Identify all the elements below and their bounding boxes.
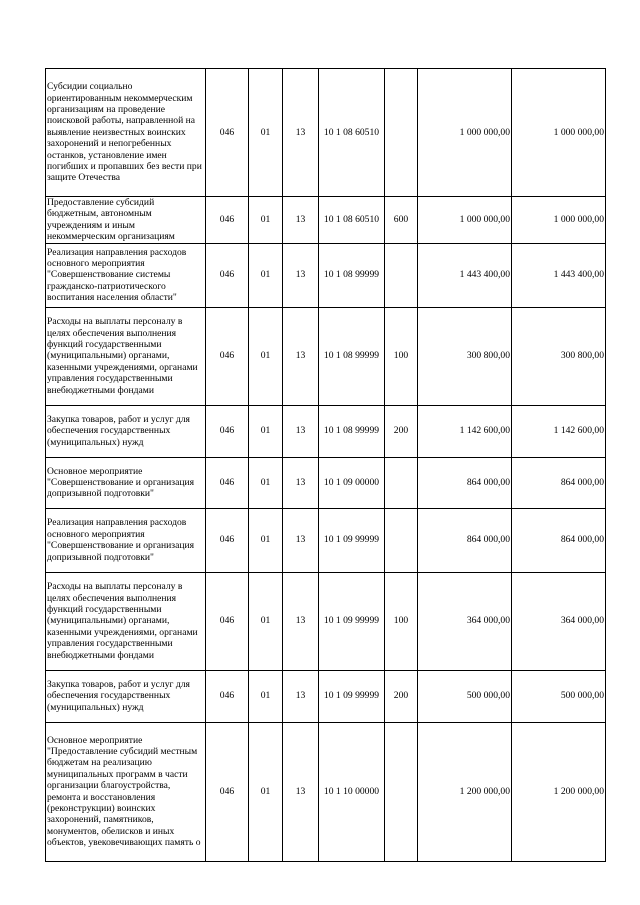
table-row: [46, 307, 606, 405]
row-sum1-cell: 864 000,00: [418, 508, 512, 572]
row-pr-cell: 13: [283, 197, 319, 244]
row-pr-cell: 13: [283, 69, 319, 197]
row-vr-cell: 100: [385, 572, 418, 670]
table-row: [46, 243, 606, 307]
row-sum2-cell: 1 000 000,00: [512, 69, 606, 197]
row-csr-cell: 10 1 08 99999: [319, 243, 385, 307]
row-gr-cell: 046: [206, 197, 249, 244]
row-csr-cell: 10 1 09 99999: [319, 670, 385, 722]
row-rz-cell: 01: [249, 572, 283, 670]
row-gr-cell: 046: [206, 457, 249, 508]
row-sum1-cell: 1 000 000,00: [418, 69, 512, 197]
row-rz-cell: 01: [249, 405, 283, 457]
budget-table: [45, 68, 606, 862]
table-row: [46, 457, 606, 508]
row-csr-cell: 10 1 09 99999: [319, 508, 385, 572]
row-rz-cell: 01: [249, 508, 283, 572]
row-sum1-cell: 364 000,00: [418, 572, 512, 670]
row-pr-cell: 13: [283, 405, 319, 457]
row-name-cell: Основное мероприятие "Предоставление субсидий местным бюджетам на реализацию муниципальных программ в части организации благоустройства, ремонта и восстановления (реконструкции) воинских захоронений, памятников, монументов, обелисков и иных объектов, увековечивающих память о: [46, 722, 206, 861]
row-csr-cell: 10 1 08 60510: [319, 69, 385, 197]
row-sum1-cell: 1 000 000,00: [418, 197, 512, 244]
table-row: [46, 405, 606, 457]
row-name-cell: Реализация направления расходов основного мероприятия "Совершенствование и организация допризывной подготовки": [46, 508, 206, 572]
row-gr-cell: 046: [206, 508, 249, 572]
table-body: [46, 69, 606, 862]
row-sum2-cell: 364 000,00: [512, 572, 606, 670]
row-gr-cell: 046: [206, 307, 249, 405]
row-csr-cell: 10 1 09 99999: [319, 572, 385, 670]
row-name-cell: Расходы на выплаты персоналу в целях обеспечения выполнения функций государственными (муниципальными) органами, казенными учреждениями, органами управления государственными внебюджетными фондами: [46, 307, 206, 405]
row-sum2-cell: 500 000,00: [512, 670, 606, 722]
row-vr-cell: [385, 69, 418, 197]
row-sum2-cell: 1 142 600,00: [512, 405, 606, 457]
table-row: [46, 670, 606, 722]
row-gr-cell: 046: [206, 670, 249, 722]
row-sum2-cell: 1 000 000,00: [512, 197, 606, 244]
row-name-cell: Предоставление субсидий бюджетным, автономным учреждениям и иным некоммерческим организациям: [46, 197, 206, 244]
row-csr-cell: 10 1 08 60510: [319, 197, 385, 244]
table-row: [46, 722, 606, 861]
row-vr-cell: 600: [385, 197, 418, 244]
row-gr-cell: 046: [206, 69, 249, 197]
table-row: [46, 508, 606, 572]
row-name-cell: Реализация направления расходов основного мероприятия "Совершенствование системы гражданско-патриотического воспитания населения области": [46, 243, 206, 307]
row-gr-cell: 046: [206, 572, 249, 670]
row-vr-cell: [385, 722, 418, 861]
row-csr-cell: 10 1 08 99999: [319, 405, 385, 457]
row-name-cell: Закупка товаров, работ и услуг для обеспечения государственных (муниципальных) нужд: [46, 670, 206, 722]
row-rz-cell: 01: [249, 307, 283, 405]
row-sum2-cell: 300 800,00: [512, 307, 606, 405]
row-gr-cell: 046: [206, 243, 249, 307]
row-pr-cell: 13: [283, 243, 319, 307]
row-vr-cell: 200: [385, 670, 418, 722]
row-pr-cell: 13: [283, 307, 319, 405]
row-csr-cell: 10 1 08 99999: [319, 307, 385, 405]
table-row: [46, 572, 606, 670]
row-pr-cell: 13: [283, 457, 319, 508]
row-sum1-cell: 864 000,00: [418, 457, 512, 508]
row-pr-cell: 13: [283, 722, 319, 861]
row-gr-cell: 046: [206, 405, 249, 457]
row-csr-cell: 10 1 10 00000: [319, 722, 385, 861]
row-vr-cell: [385, 457, 418, 508]
row-vr-cell: [385, 243, 418, 307]
row-gr-cell: 046: [206, 722, 249, 861]
row-sum1-cell: 1 142 600,00: [418, 405, 512, 457]
row-sum1-cell: 500 000,00: [418, 670, 512, 722]
row-sum2-cell: 864 000,00: [512, 508, 606, 572]
row-rz-cell: 01: [249, 197, 283, 244]
row-name-cell: Расходы на выплаты персоналу в целях обеспечения выполнения функций государственными (муниципальными) органами, казенными учреждениями, органами управления государственными внебюджетными фондами: [46, 572, 206, 670]
row-sum1-cell: 1 443 400,00: [418, 243, 512, 307]
row-sum1-cell: 300 800,00: [418, 307, 512, 405]
table-row: [46, 197, 606, 244]
row-name-cell: Закупка товаров, работ и услуг для обеспечения государственных (муниципальных) нужд: [46, 405, 206, 457]
row-pr-cell: 13: [283, 508, 319, 572]
row-vr-cell: 100: [385, 307, 418, 405]
table-row: [46, 69, 606, 197]
row-name-cell: Основное мероприятие "Совершенствование и организация допризывной подготовки": [46, 457, 206, 508]
row-csr-cell: 10 1 09 00000: [319, 457, 385, 508]
row-sum2-cell: 864 000,00: [512, 457, 606, 508]
row-sum2-cell: 1 443 400,00: [512, 243, 606, 307]
row-name-cell: Субсидии социально ориентированным некоммерческим организациям на проведение поисковой работы, направленной на выявление неизвестных воинских захоронений и непогребенных останков, установление имен погибших и пропавших без вести при защите Отечества: [46, 69, 206, 197]
row-rz-cell: 01: [249, 69, 283, 197]
row-rz-cell: 01: [249, 670, 283, 722]
row-pr-cell: 13: [283, 572, 319, 670]
row-vr-cell: [385, 508, 418, 572]
row-sum2-cell: 1 200 000,00: [512, 722, 606, 861]
row-rz-cell: 01: [249, 722, 283, 861]
row-pr-cell: 13: [283, 670, 319, 722]
row-rz-cell: 01: [249, 457, 283, 508]
row-sum1-cell: 1 200 000,00: [418, 722, 512, 861]
row-rz-cell: 01: [249, 243, 283, 307]
row-vr-cell: 200: [385, 405, 418, 457]
